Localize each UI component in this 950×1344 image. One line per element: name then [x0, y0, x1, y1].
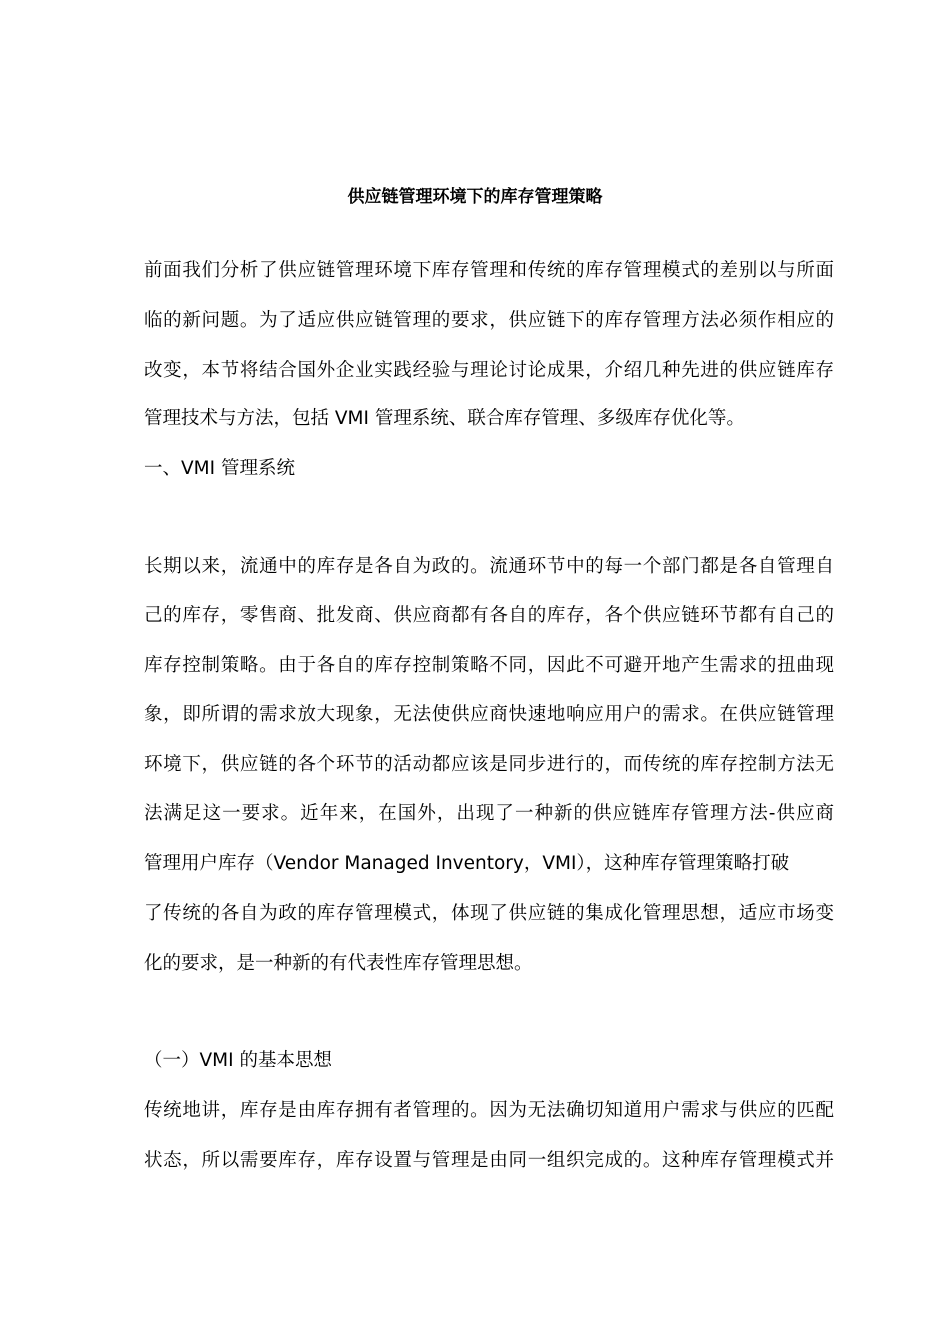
subsection-heading-vmi-basic: （一）VMI 的基本思想	[144, 1050, 332, 1071]
section-heading-vmi: 一、VMI 管理系统	[144, 458, 295, 479]
intro-line-4: 管理技术与方法，包括 VMI 管理系统、联合库存管理、多级库存优化等。	[144, 408, 745, 429]
intro-line-1: 前面我们分析了供应链管理环境下库存管理和传统的库存管理模式的差别以与所面	[144, 260, 834, 281]
section1-line-1: 长期以来，流通中的库存是各自为政的。流通环节中的每一个部门都是各自管理自	[144, 556, 834, 577]
intro-line-3: 改变，本节将结合国外企业实践经验与理论讨论成果，介绍几种先进的供应链库存	[144, 360, 834, 381]
section1-line-6: 法满足这一要求。近年来，在国外，出现了一种新的供应链库存管理方法-供应商	[144, 803, 834, 824]
section1-line-8: 了传统的各自为政的库存管理模式，体现了供应链的集成化管理思想，适应市场变	[144, 903, 834, 924]
subsection1-line-2: 状态，所以需要库存，库存设置与管理是由同一组织完成的。这种库存管理模式并	[144, 1150, 834, 1171]
section1-line-7: 管理用户库存（Vendor Managed Inventory，VMI），这种库存管理策略打破	[144, 853, 790, 874]
section1-line-2: 己的库存，零售商、批发商、供应商都有各自的库存，各个供应链环节都有自己的	[144, 605, 834, 626]
section1-line-3: 库存控制策略。由于各自的库存控制策略不同，因此不可避开地产生需求的扭曲现	[144, 655, 834, 676]
section1-line-5: 环境下，供应链的各个环节的活动都应该是同步进行的，而传统的库存控制方法无	[144, 754, 834, 775]
section1-line-9: 化的要求，是一种新的有代表性库存管理思想。	[144, 953, 533, 974]
subsection1-line-1: 传统地讲，库存是由库存拥有者管理的。因为无法确切知道用户需求与供应的匹配	[144, 1100, 834, 1121]
document-title: 供应链管理环境下的库存管理策略	[347, 187, 603, 207]
section1-line-4: 象，即所谓的需求放大现象，无法使供应商快速地响应用户的需求。在供应链管理	[144, 704, 834, 725]
intro-line-2: 临的新问题。为了适应供应链管理的要求，供应链下的库存管理方法必须作相应的	[144, 310, 834, 331]
